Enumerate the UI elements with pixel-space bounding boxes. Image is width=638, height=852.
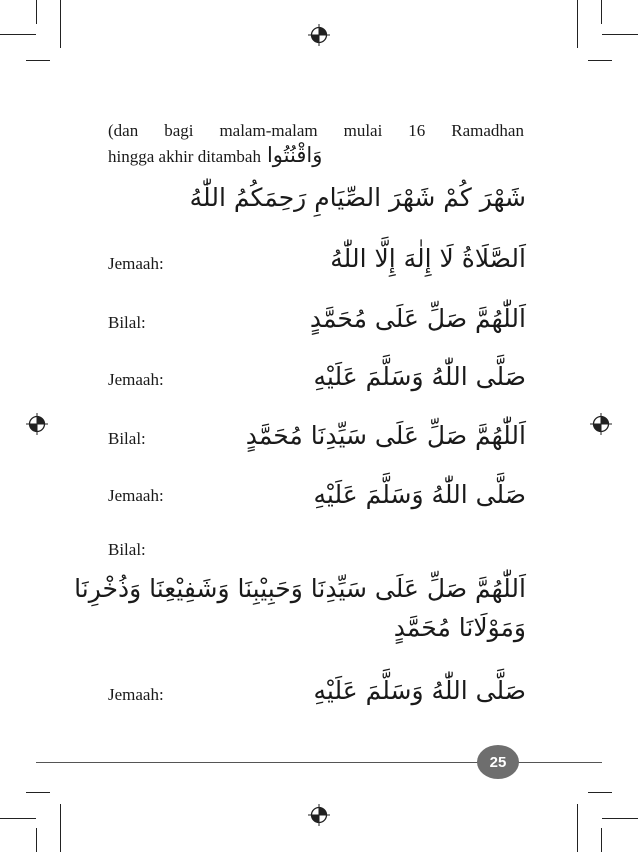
- intro-word: 16: [408, 121, 426, 140]
- intro-line-2: [108, 143, 524, 169]
- row-arabic: اَللّٰهُمَّ صَلِّ عَلَى سَيِّدِنَا مُحَمَّدٍ: [245, 421, 526, 450]
- long-bilal-label: Bilal:: [108, 540, 146, 559]
- intro-word: mulai: [343, 121, 383, 140]
- registration-mark-left-icon: [26, 413, 48, 435]
- intro-arabic-word: وَاقْنُتُوا: [266, 143, 323, 167]
- arabic-heading: شَهْرَ كُمْ شَهْرَ الصِّيَامِ رَحِمَكُمُ اللّٰهُ: [189, 183, 526, 212]
- row-label: Jemaah:: [108, 685, 164, 704]
- registration-mark-top-icon: [308, 24, 330, 46]
- row-label: Bilal:: [108, 429, 146, 448]
- intro-word: bagi: [164, 121, 194, 140]
- long-bilal-arabic-line-2: وَمَوْلَانَا مُحَمَّدٍ: [393, 613, 526, 642]
- footer-rule-right: [518, 762, 602, 763]
- row-arabic: صَلَّى اللّٰهُ وَسَلَّمَ عَلَيْهِ: [313, 480, 526, 509]
- long-bilal-arabic-line-1: اَللّٰهُمَّ صَلِّ عَلَى سَيِّدِنَا وَحَبِيْبِنَا وَشَفِيْعِنَا وَذُخْرِنَا: [74, 574, 526, 603]
- registration-mark-right-icon: [590, 413, 612, 435]
- intro-paragraph: [108, 118, 524, 169]
- page-number: 25: [489, 753, 507, 771]
- row-arabic: صَلَّى اللّٰهُ وَسَلَّمَ عَلَيْهِ: [313, 676, 526, 705]
- row-label: Jemaah:: [108, 370, 164, 389]
- row-label: Bilal:: [108, 313, 146, 332]
- intro-word: malam-malam: [219, 121, 318, 140]
- intro-word: Ramadhan: [451, 121, 524, 140]
- row-label: Jemaah:: [108, 254, 164, 273]
- intro-line-2-text: hingga akhir ditambah: [108, 147, 261, 166]
- footer-rule-left: [36, 762, 478, 763]
- registration-mark-bottom-icon: [308, 804, 330, 826]
- row-arabic: صَلَّى اللّٰهُ وَسَلَّمَ عَلَيْهِ: [313, 362, 526, 391]
- page-number-badge: [477, 745, 519, 779]
- intro-word: (dan: [108, 121, 139, 140]
- row-arabic: اَلصَّلَاةُ لَا إِلٰهَ إِلَّا اللّٰهُ: [330, 244, 526, 273]
- intro-line-1: [108, 118, 524, 143]
- row-label: Jemaah:: [108, 486, 164, 505]
- row-arabic: اَللّٰهُمَّ صَلِّ عَلَى مُحَمَّدٍ: [309, 304, 526, 333]
